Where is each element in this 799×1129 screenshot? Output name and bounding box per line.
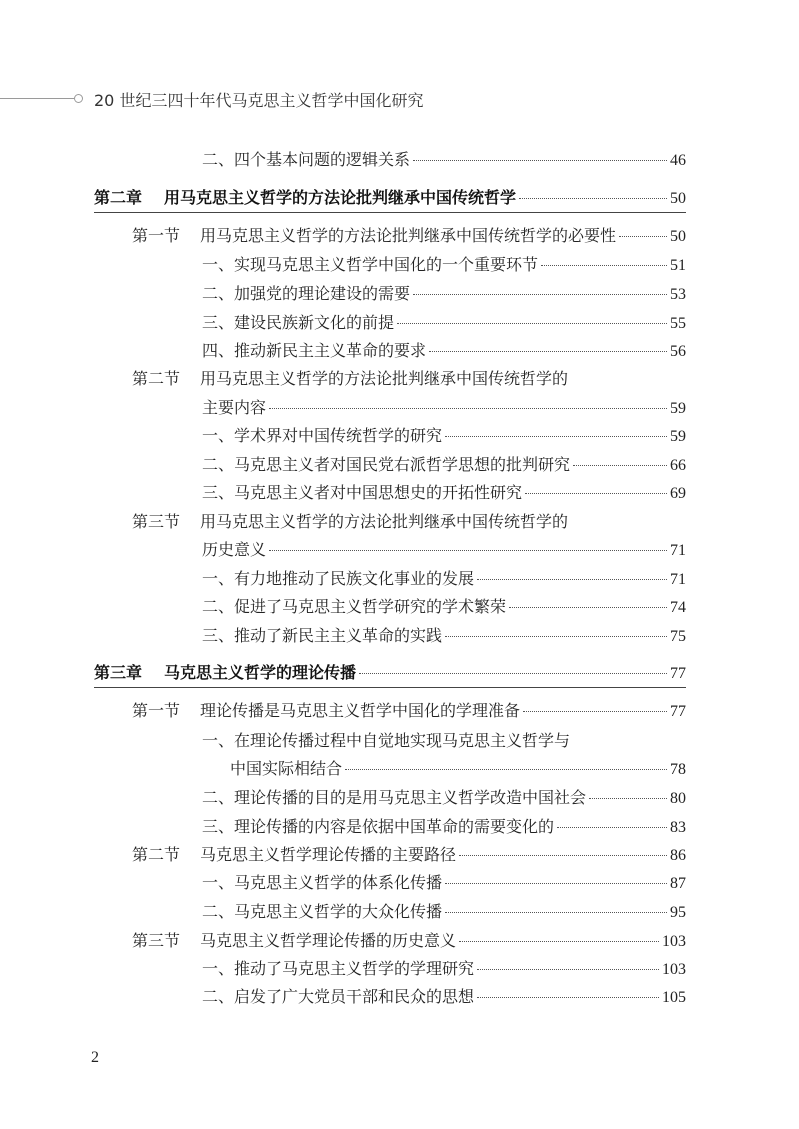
toc-page-number: 75	[670, 628, 686, 645]
toc-item-label: 二、四个基本问题的逻辑关系	[202, 150, 411, 169]
toc-item-label: 二、促进了马克思主义哲学研究的学术繁荣	[202, 597, 507, 616]
toc-page-number: 77	[670, 665, 686, 682]
dot-leader	[445, 912, 667, 913]
toc-page-number: 69	[670, 485, 686, 502]
dot-leader	[445, 883, 667, 884]
toc-page-number: 46	[670, 152, 686, 169]
toc-item-label: 二、加强党的理论建设的需要	[202, 284, 411, 303]
toc-item-label: 一、在理论传播过程中自觉地实现马克思主义哲学与	[202, 731, 571, 750]
dot-leader	[523, 711, 667, 712]
toc-item-label: 二、马克思主义哲学的大众化传播	[202, 902, 443, 921]
toc-section-continuation[interactable]	[202, 396, 686, 420]
toc-page-number: 56	[670, 343, 686, 360]
chapter-divider	[94, 212, 686, 213]
section-title: 马克思主义哲学理论传播的历史意义	[200, 931, 457, 950]
chapter-number: 第二章	[94, 188, 143, 207]
dot-leader	[445, 636, 667, 637]
dot-leader	[429, 351, 667, 352]
section-title: 用马克思主义哲学的方法论批判继承中国传统哲学的	[200, 512, 569, 531]
toc-section-first-line[interactable]	[132, 367, 568, 391]
toc-item[interactable]	[202, 148, 686, 172]
dot-leader	[413, 294, 667, 295]
section-number: 第二节	[132, 369, 181, 388]
dot-leader	[541, 265, 667, 266]
chapter-title: 马克思主义哲学的理论传播	[164, 663, 357, 682]
toc-item[interactable]	[202, 815, 686, 839]
toc-item[interactable]	[202, 282, 686, 306]
toc-page-number: 74	[670, 599, 686, 616]
toc-page-number: 55	[670, 315, 686, 332]
chapter-title: 用马克思主义哲学的方法论批判继承中国传统哲学	[164, 188, 517, 207]
toc-page-number: 59	[670, 400, 686, 417]
folio-page-number: 2	[91, 1049, 99, 1066]
toc-item-label: 三、马克思主义者对中国思想史的开拓性研究	[202, 483, 523, 502]
toc-item[interactable]	[202, 311, 686, 335]
section-number: 第一节	[132, 701, 181, 720]
section-number: 第三节	[132, 512, 181, 531]
dot-leader	[459, 941, 659, 942]
toc-page-number: 77	[670, 703, 686, 720]
toc-page-number: 59	[670, 428, 686, 445]
toc-section-continuation[interactable]	[202, 538, 686, 562]
toc-item-continuation[interactable]	[230, 757, 686, 781]
toc-item-label: 四、推动新民主主义革命的要求	[202, 341, 427, 360]
section-title-continuation: 主要内容	[202, 398, 267, 417]
toc-item[interactable]	[202, 985, 686, 1009]
toc-item-first-line[interactable]	[202, 729, 570, 753]
toc-item[interactable]	[202, 424, 686, 448]
toc-chapter-label	[94, 186, 516, 210]
section-number: 第一节	[132, 226, 181, 245]
section-title: 马克思主义哲学理论传播的主要路径	[200, 845, 457, 864]
toc-item-label: 三、推动了新民主主义革命的实践	[202, 626, 443, 645]
dot-leader	[445, 436, 667, 437]
toc-item-label-continuation: 中国实际相结合	[230, 759, 343, 778]
toc-item[interactable]	[202, 595, 686, 619]
book-title: 20 世纪三四十年代马克思主义哲学中国化研究	[94, 91, 424, 110]
toc-page-number: 95	[670, 904, 686, 921]
section-title: 用马克思主义哲学的方法论批判继承中国传统哲学的	[200, 369, 569, 388]
toc-page-number: 83	[670, 819, 686, 836]
toc-page-number: 103	[662, 933, 686, 950]
toc-chapter-label	[94, 661, 356, 685]
dot-leader	[413, 160, 667, 161]
toc-item-label: 二、马克思主义者对国民党右派哲学思想的批判研究	[202, 455, 571, 474]
chapter-divider	[94, 687, 686, 688]
toc-page-number: 50	[670, 228, 686, 245]
dot-leader	[589, 798, 667, 799]
toc-page-number: 86	[670, 847, 686, 864]
toc-section[interactable]	[132, 699, 686, 723]
toc-section[interactable]	[132, 843, 686, 867]
toc-item[interactable]	[202, 481, 686, 505]
header-rule	[0, 98, 74, 99]
toc-item-label: 一、马克思主义哲学的体系化传播	[202, 873, 443, 892]
dot-leader	[519, 198, 667, 199]
toc-item[interactable]	[202, 624, 686, 648]
toc-item[interactable]	[202, 339, 686, 363]
toc-section[interactable]	[132, 224, 686, 248]
toc-page-number: 71	[670, 571, 686, 588]
section-title: 用马克思主义哲学的方法论批判继承中国传统哲学的必要性	[200, 226, 617, 245]
running-header	[0, 84, 799, 114]
section-number: 第三节	[132, 931, 181, 950]
toc-page-number: 103	[662, 961, 686, 978]
dot-leader	[477, 579, 667, 580]
toc-item-label: 一、有力地推动了民族文化事业的发展	[202, 569, 475, 588]
toc-item-label: 一、推动了马克思主义哲学的学理研究	[202, 959, 475, 978]
toc-item[interactable]	[202, 900, 686, 924]
section-title: 理论传播是马克思主义哲学中国化的学理准备	[200, 701, 521, 720]
dot-leader	[459, 855, 667, 856]
section-number: 第二节	[132, 845, 181, 864]
dot-leader	[573, 465, 667, 466]
header-circle-ornament	[74, 94, 83, 103]
toc-page-number: 66	[670, 457, 686, 474]
dot-leader	[619, 236, 667, 237]
toc-page-number: 50	[670, 190, 686, 207]
toc-page-number: 78	[670, 761, 686, 778]
toc-item-label: 三、建设民族新文化的前提	[202, 313, 395, 332]
toc-item[interactable]	[202, 871, 686, 895]
dot-leader	[397, 323, 667, 324]
dot-leader	[269, 408, 667, 409]
dot-leader	[477, 969, 659, 970]
chapter-number: 第三章	[94, 663, 143, 682]
toc-item-label: 三、理论传播的内容是依据中国革命的需要变化的	[202, 817, 555, 836]
toc-item-label: 二、启发了广大党员干部和民众的思想	[202, 987, 475, 1006]
toc-item[interactable]	[202, 567, 686, 591]
toc-section-first-line[interactable]	[132, 510, 568, 534]
toc-item-label: 一、学术界对中国传统哲学的研究	[202, 426, 443, 445]
toc-item[interactable]	[202, 786, 686, 810]
dot-leader	[477, 997, 659, 998]
toc-item[interactable]	[202, 453, 686, 477]
toc-page-number: 71	[670, 542, 686, 559]
toc-page-number: 51	[670, 257, 686, 274]
toc-chapter[interactable]	[94, 186, 686, 210]
toc-chapter[interactable]	[94, 661, 686, 685]
toc-page-number: 105	[662, 989, 686, 1006]
toc-item-label: 一、实现马克思主义哲学中国化的一个重要环节	[202, 255, 539, 274]
dot-leader	[509, 607, 667, 608]
dot-leader	[359, 673, 667, 674]
dot-leader	[269, 550, 667, 551]
toc-page-number: 87	[670, 875, 686, 892]
section-title-continuation: 历史意义	[202, 540, 267, 559]
toc-page-number: 80	[670, 790, 686, 807]
toc-item-label: 二、理论传播的目的是用马克思主义哲学改造中国社会	[202, 788, 587, 807]
toc-item[interactable]	[202, 957, 686, 981]
dot-leader	[525, 493, 667, 494]
toc-section[interactable]	[132, 929, 686, 953]
toc-page-number: 53	[670, 286, 686, 303]
dot-leader	[557, 827, 667, 828]
dot-leader	[345, 769, 667, 770]
toc-item[interactable]	[202, 253, 686, 277]
